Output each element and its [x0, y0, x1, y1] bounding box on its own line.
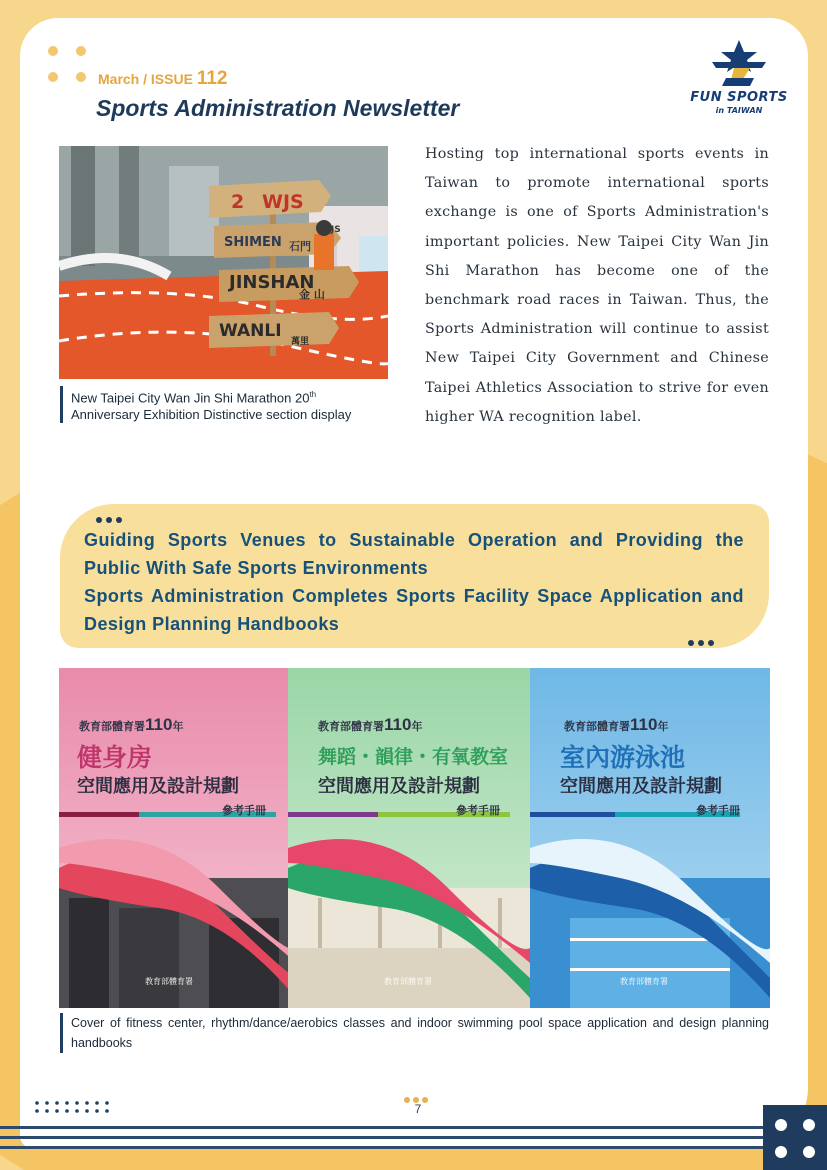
figure1-caption	[60, 386, 390, 423]
figure1-caption-sup: th	[309, 390, 317, 399]
cover0-year: 教育部體育署110年	[79, 715, 184, 734]
footer-dot-grid	[35, 1101, 115, 1113]
sign-logo-suffix: WJS	[262, 191, 304, 213]
sign-wanli-zh: 萬里	[291, 337, 310, 347]
cover0-handbook: 參考手冊	[222, 805, 266, 817]
cover1-footer: 教育部體育署	[384, 977, 432, 986]
star-runner-icon	[684, 38, 794, 92]
logo-subtext: in TAIWAN	[715, 106, 763, 115]
cover1-title: 舞蹈・韻律・有氧教室	[318, 747, 509, 768]
cover1-year: 教育部體育署110年	[318, 715, 423, 734]
corner-block	[763, 1105, 827, 1170]
decorative-dots	[48, 46, 92, 86]
logo-text: FUN SPORTS	[690, 90, 788, 105]
cover0-bar	[59, 812, 139, 817]
sign-shimen: SHIMEN	[224, 235, 282, 250]
cover2-year: 教育部體育署110年	[564, 715, 669, 734]
wall-logo: WJS	[321, 225, 341, 235]
headline-1: Guiding Sports Venues to Sustainable Operation and Providing the Public With Safe Sports Environments	[84, 530, 744, 578]
fun-sports-logo	[684, 38, 794, 122]
cover2-footer: 教育部體育署	[620, 977, 668, 986]
sign-jinshan-zh: 金 山	[299, 288, 325, 301]
cover1-handbook: 參考手冊	[456, 805, 500, 817]
newsletter-title: Sports Administration Newsletter	[96, 95, 460, 121]
sign-jinshan: JINSHAN	[229, 272, 315, 293]
banner-text	[84, 526, 744, 638]
cover0-title: 健身房	[77, 744, 153, 772]
figure2-caption: Cover of fitness center, rhythm/dance/aerobics classes and indoor swimming pool space application and design planning handbooks	[60, 1013, 769, 1053]
sign-wanli: WANLI	[219, 321, 282, 341]
figure1-caption-line2: Anniversary Exhibition Distinctive section display	[71, 407, 352, 423]
sign-shimen-zh: 石門	[289, 240, 311, 253]
sign-logo: 2	[231, 191, 245, 213]
article-paragraph: Hosting top international sports events in Taiwan to promote international sports exchange is one of Sports Administration's important policies. New Taipei City Wan Jin Shi Marathon has become one of the benchmark road races in Taiwan. Thus, the Sports Administration will continue to assist New Taipei City Government and Chinese Taipei Athletics Association to strive for even higher WA recognition label.	[425, 146, 769, 425]
cover2-title: 室內游泳池	[560, 744, 686, 772]
handbook-covers	[59, 668, 770, 1008]
cover0-footer: 教育部體育署	[145, 977, 193, 986]
marathon-exhibition-photo	[59, 146, 388, 379]
figure1-caption-line1: New Taipei City Wan Jin Shi Marathon 20	[71, 390, 310, 406]
page-number: 7	[414, 1102, 422, 1116]
cover-dance-classroom	[288, 668, 530, 1008]
cover2-bar	[530, 812, 615, 817]
cover1-bar	[288, 812, 378, 817]
cover0-subtitle: 空間應用及設計規劃	[77, 776, 239, 796]
issue-label	[98, 68, 227, 90]
cover1-subtitle: 空間應用及設計規劃	[318, 776, 480, 796]
cover-indoor-pool	[530, 668, 770, 1008]
cover2-handbook: 參考手冊	[696, 805, 740, 817]
issue-number: 112	[196, 68, 228, 89]
footer-stripes	[0, 1122, 770, 1152]
issue-month: March / ISSUE	[98, 71, 193, 87]
cover-fitness-center	[59, 668, 296, 1008]
cover2-subtitle: 空間應用及設計規劃	[560, 776, 722, 796]
headline-2: Sports Administration Completes Sports Facility Space Application and Design Planning Handbooks	[84, 586, 744, 634]
